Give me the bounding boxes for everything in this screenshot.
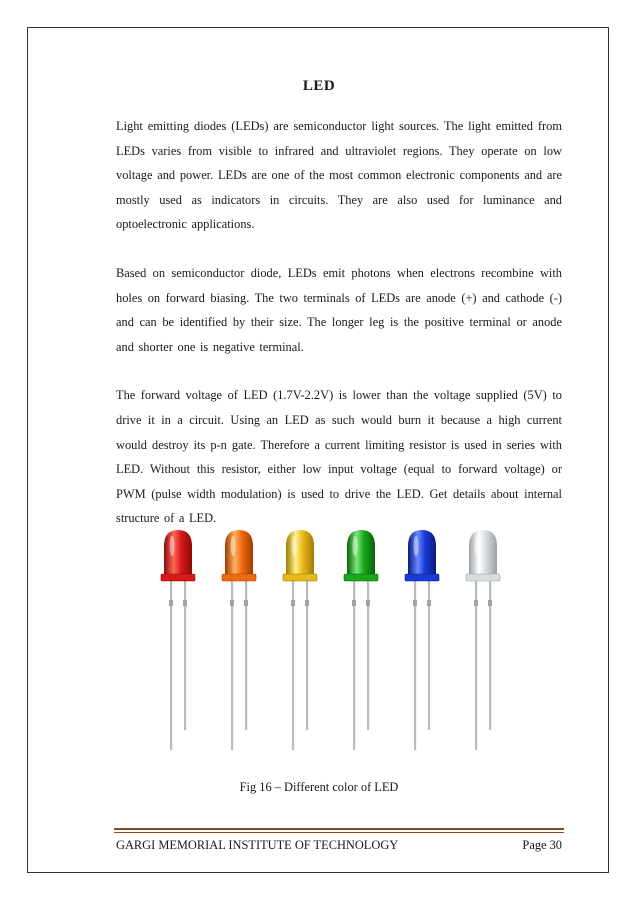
page-title: LED xyxy=(302,78,336,94)
led-leg-bend xyxy=(488,600,492,606)
led-leg-bend xyxy=(169,600,173,606)
led-leg-bend xyxy=(230,600,234,606)
led-leg-bend xyxy=(244,600,248,606)
footer-rule xyxy=(114,828,564,830)
paragraph-3: The forward voltage of LED (1.7V-2.2V) is lower than the voltage supplied (5V) to drive it in a circuit. Using an LED as such would burn it because a high current would destroy its p-n gate. Therefore a current limiting resistor is used in series with LED. Without this resistor, either low input voltage (equal to forward voltage) or PWM (pulse width modulation) is used to drive the LED. Get details about internal structure of a LED. xyxy=(116,388,562,526)
led-leg-bend xyxy=(413,600,417,606)
led-yellow xyxy=(283,530,317,750)
led-highlight xyxy=(170,536,175,556)
led-rim xyxy=(405,574,439,581)
led-dome xyxy=(286,530,314,578)
led-leg-bend xyxy=(305,600,309,606)
led-dome xyxy=(225,530,253,578)
led-dome xyxy=(469,530,497,578)
led-leg-bend xyxy=(291,600,295,606)
led-dome xyxy=(164,530,192,578)
led-rim xyxy=(344,574,378,581)
led-leg-bend xyxy=(474,600,478,606)
led-white xyxy=(466,530,500,750)
led-blue xyxy=(405,530,439,750)
led-rim xyxy=(222,574,256,581)
figure-caption: Fig 16 – Different color of LED xyxy=(239,780,399,794)
footer-rule-thin xyxy=(114,832,564,833)
led-figure xyxy=(148,520,508,760)
led-dome xyxy=(347,530,375,578)
led-leg-bend xyxy=(366,600,370,606)
led-red xyxy=(161,530,195,750)
led-dome xyxy=(408,530,436,578)
led-highlight xyxy=(292,536,297,556)
led-highlight xyxy=(231,536,236,556)
led-rim xyxy=(161,574,195,581)
footer-institution: GARGI MEMORIAL INSTITUTE OF TECHNOLOGY xyxy=(116,838,399,852)
led-leg-bend xyxy=(427,600,431,606)
paragraph-1: Light emitting diodes (LEDs) are semiconductor light sources. The light emitted from LEDs varies from visible to infrared and ultraviolet regions. They operate on low voltage and power. LEDs are one of the most common electronic components and are mostly used as indicators in circuits. They are also used for luminance and optoelectronic applications. xyxy=(116,119,562,232)
body-text xyxy=(116,114,562,555)
led-highlight xyxy=(353,536,358,556)
led-highlight xyxy=(414,536,419,556)
led-rim xyxy=(466,574,500,581)
led-leg-bend xyxy=(352,600,356,606)
led-highlight xyxy=(475,536,480,556)
paragraph-2: Based on semiconductor diode, LEDs emit photons when electrons recombine with holes on forward biasing. The two terminals of LEDs are anode (+) and cathode (-) and can be identified by their size. The longer leg is the positive terminal or anode and shorter one is negative terminal. xyxy=(116,265,562,354)
led-leg-bend xyxy=(183,600,187,606)
led-rim xyxy=(283,574,317,581)
led-orange xyxy=(222,530,256,750)
footer-page-number: Page 30 xyxy=(522,838,562,852)
led-green xyxy=(344,530,378,750)
